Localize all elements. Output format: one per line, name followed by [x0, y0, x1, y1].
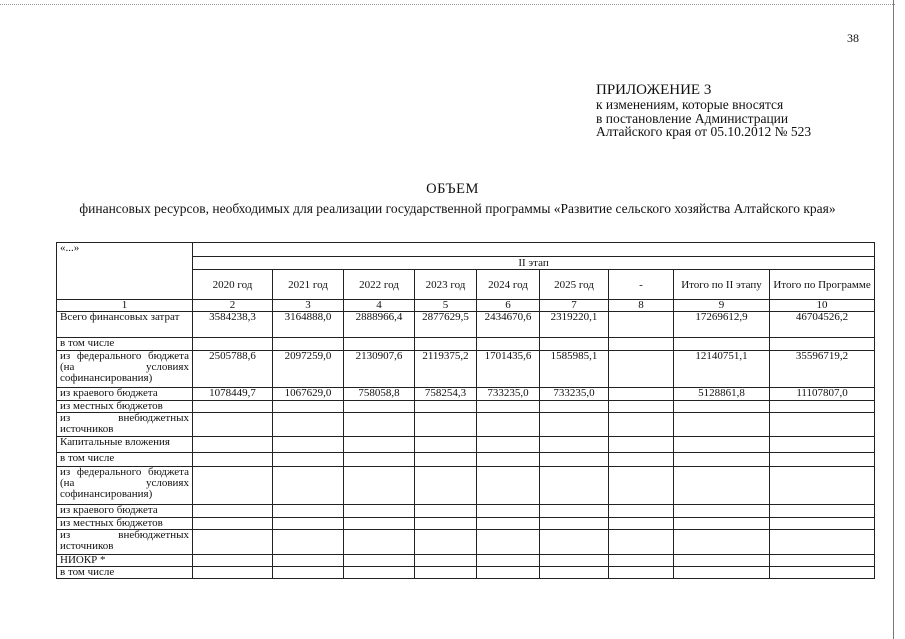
row-value	[477, 400, 540, 412]
col-header: 2021 год	[273, 270, 344, 300]
col-index: 2	[193, 300, 273, 312]
appendix-line-1: к изменениям, которые вносятся	[596, 97, 784, 112]
row-value	[415, 566, 477, 578]
row-value	[273, 467, 344, 505]
row-label: из внебюджетных источников	[57, 412, 193, 436]
row-label: из местных бюджетов	[57, 400, 193, 412]
row-value	[415, 554, 477, 566]
row-label: в том числе	[57, 453, 193, 467]
stage-header: II этап	[193, 257, 875, 270]
col-header: 2022 год	[344, 270, 415, 300]
table-row	[57, 517, 875, 529]
row-value	[344, 337, 415, 350]
row-label: из федерального бюджета (на условиях софинансирования)	[57, 350, 193, 387]
row-value	[609, 337, 674, 350]
row-label: из местных бюджетов	[57, 517, 193, 529]
col-index: 9	[674, 300, 770, 312]
row-value	[770, 529, 875, 554]
row-value	[415, 437, 477, 453]
table-row	[57, 554, 875, 566]
row-value: 2097259,0	[273, 350, 344, 387]
col-index: 5	[415, 300, 477, 312]
row-value	[674, 517, 770, 529]
row-value	[415, 412, 477, 436]
row-value	[609, 505, 674, 517]
table-row	[57, 529, 875, 554]
row-value	[273, 505, 344, 517]
row-value	[477, 566, 540, 578]
row-value	[674, 412, 770, 436]
col-header: 2020 год	[193, 270, 273, 300]
row-value: 35596719,2	[770, 350, 875, 387]
row-value	[540, 505, 609, 517]
row-value: 1585985,1	[540, 350, 609, 387]
col-index: 7	[540, 300, 609, 312]
row-value	[540, 400, 609, 412]
row-value: 2130907,6	[344, 350, 415, 387]
row-value	[273, 453, 344, 467]
row-value	[609, 350, 674, 387]
row-label: из краевого бюджета	[57, 387, 193, 400]
row-value	[540, 467, 609, 505]
row-value: 758254,3	[415, 387, 477, 400]
row-value	[273, 337, 344, 350]
row-value	[193, 453, 273, 467]
row-value: 1067629,0	[273, 387, 344, 400]
row-value	[540, 337, 609, 350]
table-row	[57, 400, 875, 412]
row-value	[344, 437, 415, 453]
row-value	[344, 554, 415, 566]
row-value	[415, 505, 477, 517]
row-value: 2434670,6	[477, 312, 540, 337]
row-value	[273, 437, 344, 453]
row-value: 1701435,6	[477, 350, 540, 387]
row-value	[609, 453, 674, 467]
row-value	[540, 517, 609, 529]
row-value	[674, 529, 770, 554]
row-value	[415, 400, 477, 412]
row-label: Капитальные вложения	[57, 437, 193, 453]
row-value	[344, 566, 415, 578]
table-row	[57, 505, 875, 517]
row-value	[193, 412, 273, 436]
row-label: НИОКР *	[57, 554, 193, 566]
row-value	[273, 412, 344, 436]
row-value	[477, 453, 540, 467]
row-value	[344, 529, 415, 554]
row-value	[344, 412, 415, 436]
col-header: 2023 год	[415, 270, 477, 300]
row-value	[193, 467, 273, 505]
row-value: 733235,0	[540, 387, 609, 400]
row-value: 17269612,9	[674, 312, 770, 337]
row-value	[540, 437, 609, 453]
row-value	[770, 566, 875, 578]
row-value	[477, 412, 540, 436]
table-row	[57, 467, 875, 505]
row-value	[193, 437, 273, 453]
row-value	[674, 337, 770, 350]
row-value	[344, 467, 415, 505]
table-row	[57, 437, 875, 453]
row-value	[674, 505, 770, 517]
row-value	[674, 467, 770, 505]
row-value	[770, 505, 875, 517]
row-value	[674, 400, 770, 412]
row-value	[540, 554, 609, 566]
col-header: 2024 год	[477, 270, 540, 300]
col-header: -	[609, 270, 674, 300]
col-index: 3	[273, 300, 344, 312]
row-value	[273, 517, 344, 529]
row-value: 12140751,1	[674, 350, 770, 387]
row-value	[193, 554, 273, 566]
row-value	[273, 400, 344, 412]
row-value: 1078449,7	[193, 387, 273, 400]
row-value: 11107807,0	[770, 387, 875, 400]
row-label: из внебюджетных источников	[57, 529, 193, 554]
row-value	[609, 517, 674, 529]
index-row	[57, 300, 875, 312]
row-value	[477, 529, 540, 554]
table-row	[57, 453, 875, 467]
quote-row-blank	[193, 243, 875, 257]
row-value	[344, 505, 415, 517]
row-value	[609, 412, 674, 436]
row-value	[770, 412, 875, 436]
col-index: 6	[477, 300, 540, 312]
row-value	[609, 554, 674, 566]
row-value	[193, 337, 273, 350]
document-subtitle: финансовых ресурсов, необходимых для реализации государственной программы «Развитие сельского хозяйства Алтайского края»	[79, 201, 836, 216]
row-value	[770, 400, 875, 412]
row-value	[770, 453, 875, 467]
row-value	[674, 566, 770, 578]
row-value	[415, 337, 477, 350]
financing-table	[56, 242, 875, 579]
row-value	[770, 517, 875, 529]
col-index: 10	[770, 300, 875, 312]
col-index: 8	[609, 300, 674, 312]
row-value	[415, 453, 477, 467]
row-value: 2319220,1	[540, 312, 609, 337]
row-value	[609, 529, 674, 554]
row-label: в том числе	[57, 337, 193, 350]
row-value	[609, 387, 674, 400]
label-header-cell	[57, 257, 193, 300]
top-scan-rule	[0, 4, 895, 5]
row-value	[674, 453, 770, 467]
row-value	[770, 337, 875, 350]
col-header: Итого по II этапу	[674, 270, 770, 300]
row-value: 2505788,6	[193, 350, 273, 387]
row-value	[609, 467, 674, 505]
row-value: 733235,0	[477, 387, 540, 400]
table-row	[57, 566, 875, 578]
table-row	[57, 350, 875, 387]
appendix-line-2: в постановление Администрации	[596, 110, 789, 126]
col-header: Итого по Программе	[770, 270, 875, 300]
row-value	[540, 412, 609, 436]
table-row	[57, 312, 875, 337]
appendix-block	[596, 83, 886, 139]
row-value	[477, 467, 540, 505]
col-header: 2025 год	[540, 270, 609, 300]
appendix-line-3: Алтайского края от 05.10.2012 № 523	[596, 124, 812, 139]
row-value	[477, 554, 540, 566]
row-value	[193, 517, 273, 529]
quote-cell: «...»	[57, 243, 193, 257]
row-value	[477, 517, 540, 529]
row-value: 46704526,2	[770, 312, 875, 337]
row-value	[674, 437, 770, 453]
row-value: 758058,8	[344, 387, 415, 400]
row-value: 2877629,5	[415, 312, 477, 337]
row-value: 3164888,0	[273, 312, 344, 337]
row-value	[193, 505, 273, 517]
page-edge-line	[893, 0, 894, 639]
document-title: ОБЪЕМ	[426, 181, 479, 197]
appendix-title: ПРИЛОЖЕНИЕ 3	[596, 82, 712, 98]
row-value	[415, 517, 477, 529]
row-value	[415, 529, 477, 554]
col-index: 4	[344, 300, 415, 312]
row-label: из федерального бюджета (на условиях софинансирования)	[57, 467, 193, 505]
row-value	[477, 437, 540, 453]
row-value	[273, 529, 344, 554]
row-value	[540, 566, 609, 578]
row-value: 2119375,2	[415, 350, 477, 387]
row-value	[540, 529, 609, 554]
row-value	[344, 453, 415, 467]
page-number: 38	[847, 31, 859, 45]
row-value	[477, 337, 540, 350]
row-value	[273, 566, 344, 578]
row-value	[609, 566, 674, 578]
row-value	[609, 400, 674, 412]
row-value	[344, 400, 415, 412]
row-value	[609, 312, 674, 337]
row-value	[273, 554, 344, 566]
quote-row	[57, 243, 875, 257]
row-value	[344, 517, 415, 529]
row-value: 2888966,4	[344, 312, 415, 337]
table-row	[57, 387, 875, 400]
row-value	[415, 467, 477, 505]
col-index: 1	[57, 300, 193, 312]
table-row	[57, 412, 875, 436]
row-value	[609, 437, 674, 453]
row-value	[540, 453, 609, 467]
row-label: Всего финансовых затрат	[57, 312, 193, 337]
row-value	[770, 554, 875, 566]
row-value	[770, 467, 875, 505]
row-label: в том числе	[57, 566, 193, 578]
row-label: из краевого бюджета	[57, 505, 193, 517]
row-value	[193, 566, 273, 578]
row-value: 5128861,8	[674, 387, 770, 400]
row-value	[193, 529, 273, 554]
row-value	[674, 554, 770, 566]
row-value	[477, 505, 540, 517]
row-value	[193, 400, 273, 412]
row-value: 3584238,3	[193, 312, 273, 337]
stage-row	[57, 257, 875, 270]
table-row	[57, 337, 875, 350]
row-value	[770, 437, 875, 453]
